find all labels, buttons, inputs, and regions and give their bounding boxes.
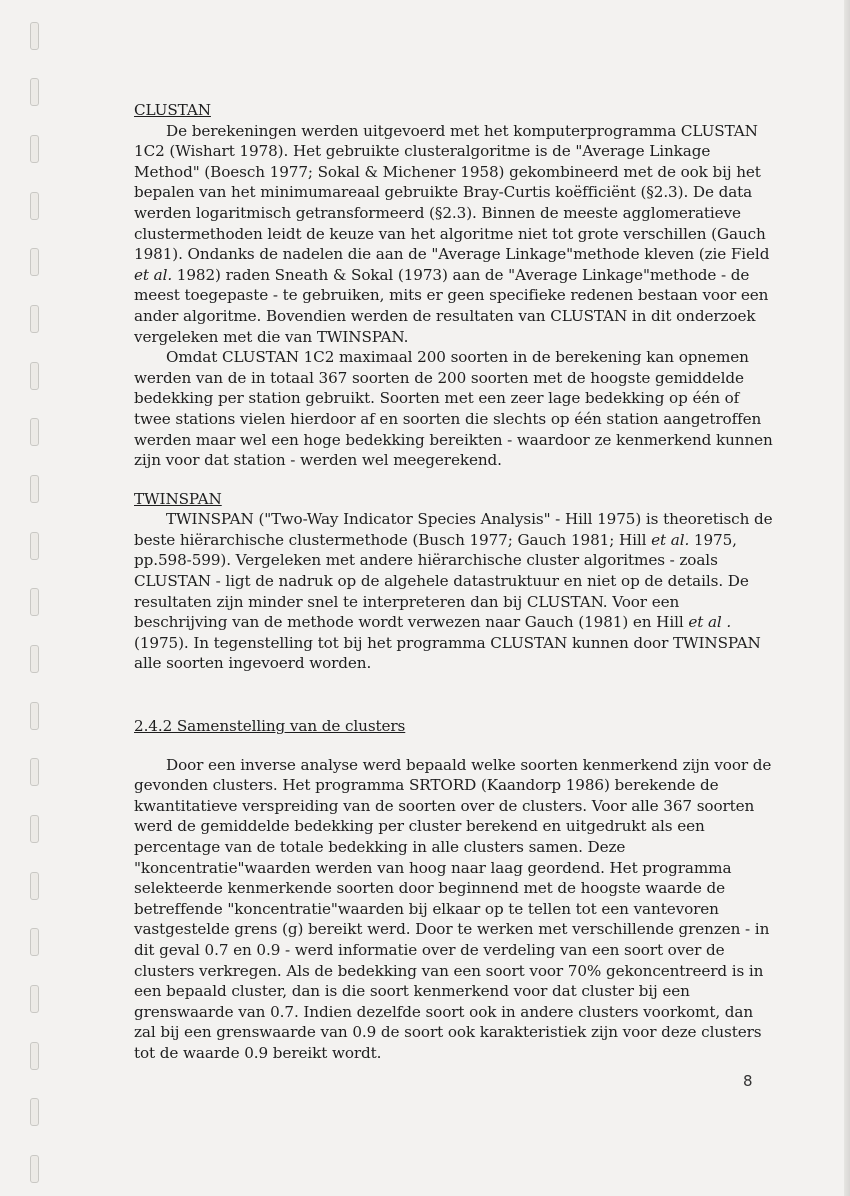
binder-hole [30, 248, 39, 276]
document-body [134, 100, 774, 1064]
binder-hole [30, 758, 39, 786]
binder-hole [30, 305, 39, 333]
binder-hole [30, 928, 39, 956]
text-span: 1975, pp.598-599). Vergeleken met andere hiërarchische cluster algoritmes - zoals CLUSTAN - ligt de nadruk op de algehele datastruktuur en niet op de details. De resultaten zijn minder snel te interpreteren dan bij CLUSTAN. Voor een beschrijving van de methode wordt verwezen naar Gauch (1981) en Hill [134, 530, 749, 632]
binder-hole [30, 645, 39, 673]
text-span: De berekeningen werden uitgevoerd met het komputerprogramma CLUSTAN 1C2 (Wishart 1978). Het gebruikte clusteralgoritme is de "Average Linkage Method" (Boesch 1977; Sokal & Michener 1958) gekombineerd met de ook bij het bepalen van het minimumareaal gebruikte Bray-Curtis koëfficiënt (§2.3). De data werden logaritmisch getransformeerd (§2.3). Binnen de meeste agglomeratieve clustermethoden leidt de keuze van het algoritme niet tot grote verschillen (Gauch 1981). Ondanks de nadelen die aan de "Average Linkage"methode kleven (zie Field [134, 121, 770, 264]
page-edge [844, 0, 850, 1196]
binder-hole [30, 1155, 39, 1183]
text-span: 1982) raden Sneath & Sokal (1973) aan de "Average Linkage"methode - de meest toegepaste - te gebruiken, mits er geen specifieke redenen bestaan voor een ander algoritme. Bovendien werden de resultaten van CLUSTAN in dit onderzoek vergeleken met die van TWINSPAN. [134, 265, 769, 346]
binder-hole [30, 192, 39, 220]
section-paragraph: Door een inverse analyse werd bepaald welke soorten kenmerkend zijn voor de gevonden clusters. Het programma SRTORD (Kaandorp 1986) berekende de kwantitatieve verspreiding van de soorten over de clusters. Voor alle 367 soorten werd de gemiddelde bedekking per cluster berekend en uitgedrukt als een percentage van de totale bedekking in alle clusters samen. Deze "koncentratie"waarden werden van hoog naar laag geordend. Het programma selekteerde kenmerkende soorten door beginnend met de hoogste waarde de betreffende "koncentratie"waarden bij elkaar op te tellen tot een vantevoren vastgestelde grens (g) bereikt werd. Door te werken met verschillende grenzen - in dit geval 0.7 en 0.9 - werd informatie over de verdeling van een soort over de clusters verkregen. Als de bedekking van een soort voor 70% gekoncentreerd is in een bepaald cluster, dan is die soort kenmerkend voor dat cluster bij een grenswaarde van 0.7. Indien dezelfde soort ook in andere clusters voorkomt, dan zal bij een grenswaarde van 0.9 de soort ook karakteristiek zijn voor deze clusters tot de waarde 0.9 bereikt wordt. [134, 755, 772, 1062]
binder-hole [30, 78, 39, 106]
italic-et-al: et al. [134, 265, 173, 284]
italic-et-al: et al . [688, 613, 732, 632]
heading-clustan: CLUSTAN [134, 101, 211, 119]
binder-hole [30, 588, 39, 616]
page-number: 8 [743, 1072, 753, 1090]
heading-twinspan: TWINSPAN [134, 489, 222, 508]
twinspan-paragraph [134, 509, 774, 674]
text-span: (1975). In tegenstelling tot bij het programma CLUSTAN kunnen door TWINSPAN alle soorten ingevoerd worden. [134, 633, 761, 673]
binder-hole [30, 872, 39, 900]
binder-hole [30, 815, 39, 843]
clustan-paragraph-1 [134, 121, 774, 348]
section-heading: 2.4.2 Samenstelling van de clusters [134, 717, 406, 736]
binder-hole [30, 362, 39, 390]
binder-hole [30, 1098, 39, 1126]
clustan-paragraph-2: Omdat CLUSTAN 1C2 maximaal 200 soorten in de berekening kan opnemen werden van de in totaal 367 soorten de 200 soorten met de hoogste gemiddelde bedekking per station gebruikt. Soorten met een zeer lage bedekking op één of twee stations vielen hierdoor af en soorten die slechts op één station aangetroffen werden maar wel een hoge bedekking bereikten - waardoor ze kenmerkend kunnen zijn voor dat station - werden wel meegerekend. [134, 348, 773, 470]
binder-hole [30, 532, 39, 560]
text-span: TWINSPAN ("Two-Way Indicator Species Analysis" - Hill 1975) is theoretisch de beste hiërarchische clustermethode (Busch 1977; Gauch 1981; Hill [134, 510, 773, 549]
italic-et-al: et al. [651, 530, 690, 549]
binder-hole [30, 418, 39, 446]
binder-hole [30, 1042, 39, 1070]
binder-hole [30, 22, 39, 50]
binder-hole [30, 985, 39, 1013]
binder-hole [30, 702, 39, 730]
binder-hole [30, 135, 39, 163]
binder-hole [30, 475, 39, 503]
